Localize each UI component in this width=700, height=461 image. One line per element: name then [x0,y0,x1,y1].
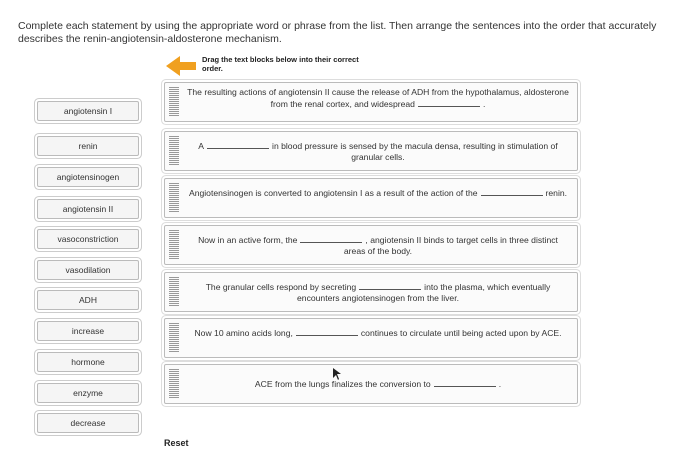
sentence-block[interactable] [164,82,578,122]
blank-drop-target[interactable] [207,140,269,149]
sentence-block[interactable] [164,178,578,218]
blank-drop-target[interactable] [359,281,421,290]
drag-handle[interactable] [169,230,179,260]
drag-handle[interactable] [169,87,179,117]
sentence-text: A in blood pressure is sensed by the macula densa, resulting in stimulation of granular cells. [198,141,558,162]
bank-item-increase[interactable]: increase [37,321,139,341]
bank-item-vasodilation[interactable]: vasodilation [37,260,139,280]
arrow-icon [166,56,196,76]
instructions: Complete each statement by using the appropriate word or phrase from the list. Then arrange the sentences into the order that accurately describes the renin-angiotensin-aldosterone mechanism. [18,20,657,45]
sentence-block[interactable] [164,318,578,358]
bank-item-renin[interactable]: renin [37,136,139,156]
drag-handle[interactable] [169,277,179,307]
sentence-text: The resulting actions of angiotensin II cause the release of ADH from the hypothalamus, aldosterone from the renal cortex, and widespread . [187,87,569,109]
bank-item-hormone[interactable]: hormone [37,352,139,372]
sentence-block[interactable] [164,364,578,404]
sentence-block[interactable] [164,225,578,265]
blank-drop-target[interactable] [434,378,496,387]
bank-item-angiotensin-i[interactable]: angiotensin I [37,101,139,121]
bank-item-decrease[interactable]: decrease [37,413,139,433]
drag-hint: Drag the text blocks below into their correct order. [202,55,359,73]
bank-item-adh[interactable]: ADH [37,290,139,310]
sentence-text: ACE from the lungs finalizes the conversion to . [254,379,502,389]
drag-handle[interactable] [169,183,179,213]
bank-item-angiotensinogen[interactable]: angiotensinogen [37,167,139,187]
drag-handle[interactable] [169,323,179,353]
bank-item-angiotensin-ii[interactable]: angiotensin II [37,199,139,219]
sentence-block[interactable] [164,272,578,312]
sentence-block[interactable] [164,131,578,171]
blank-drop-target[interactable] [418,98,480,107]
blank-drop-target[interactable] [296,327,358,336]
mouse-cursor-icon [333,368,341,380]
blank-drop-target[interactable] [481,187,543,196]
reset-button[interactable]: Reset [164,438,189,448]
sentence-text: The granular cells respond by secreting into the plasma, which eventually encounters angiotensinogen from the liver. [205,282,551,303]
bank-item-vasoconstriction[interactable]: vasoconstriction [37,229,139,249]
sentence-text: Now 10 amino acids long, continues to circulate until being acted upon by ACE. [194,328,562,338]
drag-handle[interactable] [169,369,179,399]
sentence-text: Angiotensinogen is converted to angiotensin I as a result of the action of the renin. [188,188,568,198]
drag-handle[interactable] [169,136,179,166]
sentence-text: Now in an active form, the , angiotensin II binds to target cells in three distinct areas of the body. [198,235,558,256]
blank-drop-target[interactable] [300,234,362,243]
bank-item-enzyme[interactable]: enzyme [37,383,139,403]
